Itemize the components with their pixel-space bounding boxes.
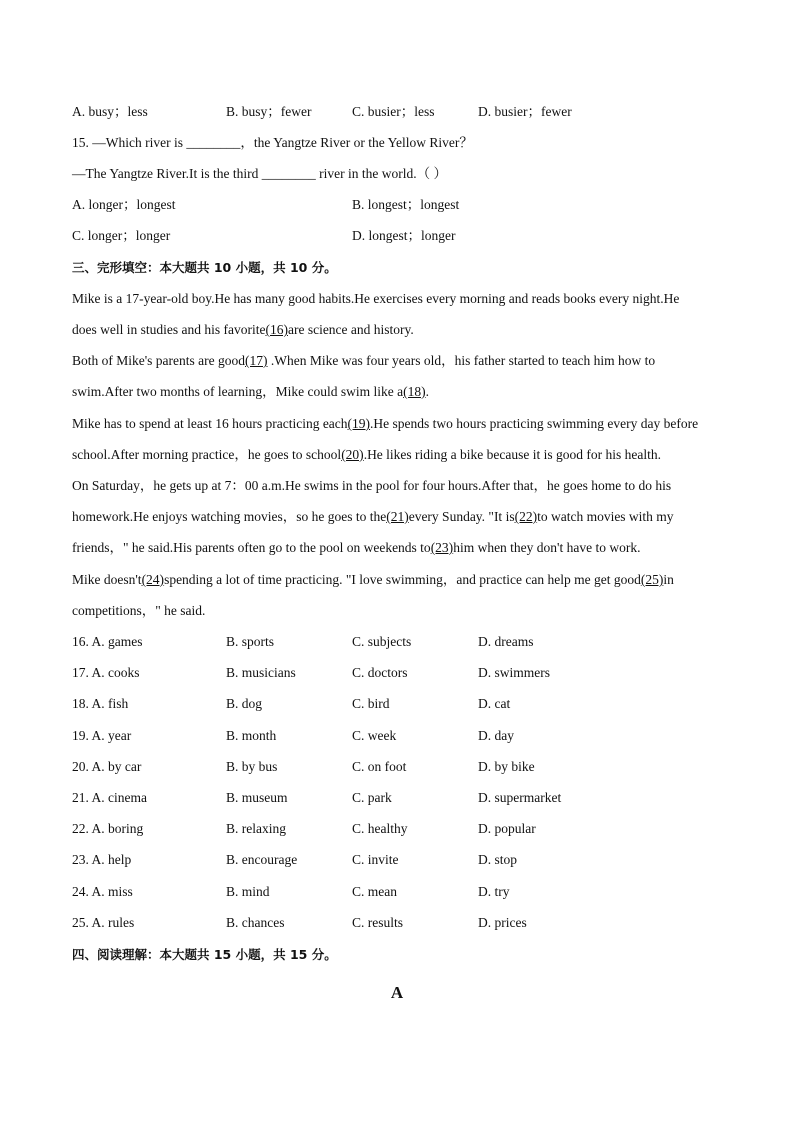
passage-line: swim.After two months of learning，Mike could swim like a(18). xyxy=(72,384,429,399)
option-row-18 xyxy=(72,695,732,713)
passage-line: does well in studies and his favorite(16)are science and history. xyxy=(72,322,414,337)
q14-option-d: D. busier；fewer xyxy=(478,104,572,119)
blank-23: (23) xyxy=(430,540,454,555)
q15-option-a: A. longer；longest xyxy=(72,197,176,212)
blank-18: (18) xyxy=(403,384,426,399)
option-d: D. prices xyxy=(478,915,527,930)
option-c: C. week xyxy=(352,728,397,743)
option-row-24 xyxy=(72,883,732,901)
option-a: 20. A. by car xyxy=(72,759,142,774)
passage-line: Mike doesn't(24)spending a lot of time practicing. "I love swimming，and practice can help me get good(25)in xyxy=(72,572,674,587)
option-d: D. dreams xyxy=(478,634,534,649)
blank-25: (25) xyxy=(640,572,664,587)
passage-line: Both of Mike's parents are good(17) .When Mike was four years old，his father started to teach him how to xyxy=(72,353,656,368)
q15-options-row1 xyxy=(72,196,732,214)
option-d: D. stop xyxy=(478,852,518,867)
passage-line: homework.He enjoys watching movies，so he goes to the(21)every Sunday. "It is(22)to watch movies with my xyxy=(72,509,674,524)
option-b: B. month xyxy=(226,728,277,743)
option-a: 25. A. rules xyxy=(72,915,135,930)
option-c: C. park xyxy=(352,790,392,805)
passage-a-title: A xyxy=(390,983,404,1002)
q14-option-b: B. busy；fewer xyxy=(226,104,312,119)
option-row-20 xyxy=(72,758,732,776)
blank-24: (24) xyxy=(141,572,165,587)
q14-options xyxy=(72,103,732,121)
option-row-17 xyxy=(72,664,732,682)
option-row-22 xyxy=(72,820,732,838)
option-b: B. dog xyxy=(226,696,263,711)
q15-options-row2 xyxy=(72,227,732,245)
option-row-19 xyxy=(72,727,732,745)
passage-line: On Saturday，he gets up at 7：00 a.m.He swims in the pool for four hours.After that，he goes home to do his xyxy=(72,478,672,493)
option-d: D. supermarket xyxy=(478,790,562,805)
blank-22: (22) xyxy=(514,509,538,524)
q15-option-d: D. longest；longer xyxy=(352,228,456,243)
option-c: C. invite xyxy=(352,852,399,867)
option-b: B. museum xyxy=(226,790,288,805)
passage-line: school.After morning practice，he goes to school(20).He likes riding a bike because it is good for his health. xyxy=(72,447,661,462)
option-a: 22. A. boring xyxy=(72,821,144,836)
option-a: 18. A. fish xyxy=(72,696,129,711)
q15-option-b: B. longest；longest xyxy=(352,197,460,212)
q14-option-a: A. busy；less xyxy=(72,104,148,119)
passage-line: competitions，" he said. xyxy=(72,603,206,618)
option-b: B. sports xyxy=(226,634,275,649)
option-b: B. encourage xyxy=(226,852,298,867)
passage-line: Mike is a 17-year-old boy.He has many good habits.He exercises every morning and reads books every night.He xyxy=(72,291,680,306)
option-a: 17. A. cooks xyxy=(72,665,140,680)
option-b: B. musicians xyxy=(226,665,296,680)
option-c: C. healthy xyxy=(352,821,408,836)
option-a: 19. A. year xyxy=(72,728,132,743)
option-a: 24. A. miss xyxy=(72,884,133,899)
option-d: D. swimmers xyxy=(478,665,550,680)
option-c: C. on foot xyxy=(352,759,407,774)
option-b: B. mind xyxy=(226,884,270,899)
option-b: B. by bus xyxy=(226,759,278,774)
passage-line: friends，" he said.His parents often go to the pool on weekends to(23)him when they don't have to work. xyxy=(72,540,641,555)
section3-heading: 三、完形填空：本大题共 10 小题，共 10 分。 xyxy=(72,260,337,275)
option-c: C. bird xyxy=(352,696,390,711)
option-d: D. by bike xyxy=(478,759,535,774)
option-d: D. cat xyxy=(478,696,511,711)
option-c: C. doctors xyxy=(352,665,408,680)
option-b: B. relaxing xyxy=(226,821,286,836)
passage-line: Mike has to spend at least 16 hours practicing each(19).He spends two hours practicing swimming every day before xyxy=(72,416,699,431)
option-row-16 xyxy=(72,633,732,651)
blank-20: (20) xyxy=(341,447,364,462)
option-b: B. chances xyxy=(226,915,285,930)
option-c: C. mean xyxy=(352,884,397,899)
option-row-21 xyxy=(72,789,732,807)
option-a: 23. A. help xyxy=(72,852,132,867)
option-a: 16. A. games xyxy=(72,634,143,649)
blank-16: (16) xyxy=(265,322,288,337)
blank-17: (17) xyxy=(245,353,268,368)
q15-option-c: C. longer；longer xyxy=(72,228,171,243)
q15-answer-line: —The Yangtze River.It is the third ________ river in the world.（ ） xyxy=(72,166,447,181)
option-c: C. subjects xyxy=(352,634,412,649)
blank-19: (19) xyxy=(347,416,371,431)
option-d: D. popular xyxy=(478,821,536,836)
option-a: 21. A. cinema xyxy=(72,790,147,805)
option-d: D. day xyxy=(478,728,514,743)
option-row-23 xyxy=(72,851,732,869)
section4-heading: 四、阅读理解：本大题共 15 小题，共 15 分。 xyxy=(72,947,337,962)
option-d: D. try xyxy=(478,884,510,899)
q15-question: 15. —Which river is ________，the Yangtze River or the Yellow River？ xyxy=(72,135,473,150)
blank-21: (21) xyxy=(386,509,409,524)
option-row-25 xyxy=(72,914,732,932)
q14-option-c: C. busier；less xyxy=(352,104,435,119)
option-c: C. results xyxy=(352,915,404,930)
